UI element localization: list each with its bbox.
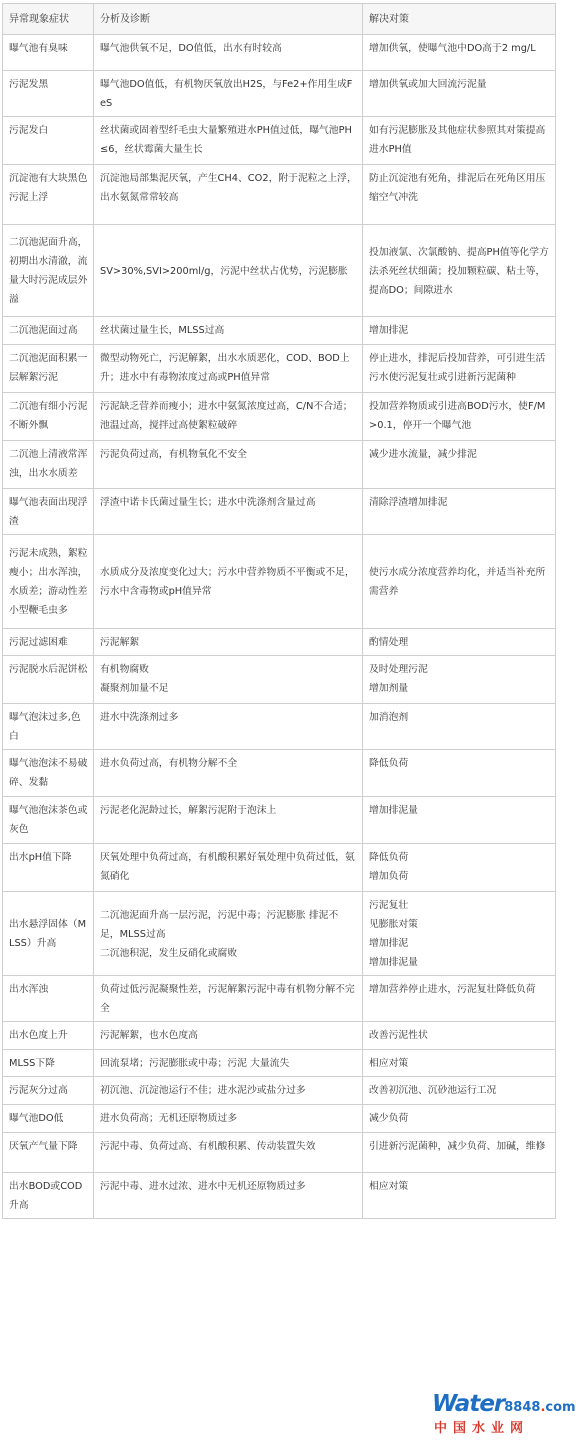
- table-row: [3, 1173, 556, 1219]
- diagnosis-table: [2, 3, 556, 1219]
- cell-diagnosis: 污泥缺乏营养而瘦小；进水中氨氮浓度过高，C/N不合适；池温过高，搅拌过高使絮粒破碎: [94, 393, 363, 441]
- cell-diagnosis: 进水中洗涤剂过多: [94, 704, 363, 750]
- cell-symptom: 污泥灰分过高: [3, 1077, 94, 1105]
- cell-solution: 防止沉淀池有死角，排泥后在死角区用压缩空气冲洗: [363, 165, 556, 225]
- cell-symptom: 二沉池泥面积累一层解絮污泥: [3, 345, 94, 393]
- logo-brand: Water: [432, 1391, 505, 1417]
- cell-solution: 使污水成分浓度营养均化，并适当补充所需营养: [363, 535, 556, 629]
- logo-chinese: 中国水业网: [434, 1421, 530, 1436]
- cell-diagnosis: 回流泵堵；污泥膨胀或中毒；污泥 大量流失: [94, 1050, 363, 1077]
- cell-solution: 改善初沉池、沉砂池运行工况: [363, 1077, 556, 1105]
- table-row: [3, 489, 556, 535]
- cell-symptom: 出水色度上升: [3, 1022, 94, 1050]
- cell-diagnosis: 丝状菌过量生长，MLSS过高: [94, 317, 363, 345]
- table-row: [3, 535, 556, 629]
- table-row: [3, 750, 556, 797]
- cell-solution: 引进新污泥菌种，减少负荷、加碱，维修: [363, 1133, 556, 1173]
- cell-solution: 投加营养物质或引进高BOD污水，使F/M>0.1，停开一个曝气池: [363, 393, 556, 441]
- logo-number: 8848: [504, 1400, 541, 1415]
- cell-diagnosis: 污泥中毒、进水过浓、进水中无机还原物质过多: [94, 1173, 363, 1219]
- cell-solution: 增加排泥量: [363, 797, 556, 844]
- cell-diagnosis: 污泥负荷过高，有机物氧化不安全: [94, 441, 363, 489]
- cell-solution: 减少进水流量，减少排泥: [363, 441, 556, 489]
- table-row: [3, 844, 556, 892]
- cell-symptom: 曝气池有臭味: [3, 35, 94, 71]
- table-row: [3, 629, 556, 656]
- table-header-row: [3, 4, 556, 35]
- cell-symptom: 二沉池有细小污泥不断外飘: [3, 393, 94, 441]
- cell-symptom: MLSS下降: [3, 1050, 94, 1077]
- cell-symptom: 污泥发白: [3, 117, 94, 165]
- cell-solution: 降低负荷 增加负荷: [363, 844, 556, 892]
- cell-symptom: 污泥发黑: [3, 71, 94, 117]
- cell-solution: 增加供氧或加大回流污泥量: [363, 71, 556, 117]
- cell-symptom: 二沉池泥面升高，初期出水清澈，流量大时污泥成层外溢: [3, 225, 94, 317]
- cell-diagnosis: SV>30%,SVI>200ml/g，污泥中丝状占优势，污泥膨胀: [94, 225, 363, 317]
- cell-solution: 相应对策: [363, 1050, 556, 1077]
- cell-solution: 改善污泥性状: [363, 1022, 556, 1050]
- cell-symptom: 曝气池泡沫不易破碎、发黏: [3, 750, 94, 797]
- logo-tld: com: [545, 1400, 576, 1415]
- cell-symptom: 出水BOD或COD升高: [3, 1173, 94, 1219]
- table-row: [3, 1133, 556, 1173]
- table-row: [3, 165, 556, 225]
- cell-symptom: 沉淀池有大块黑色污泥上浮: [3, 165, 94, 225]
- cell-solution: 酌情处理: [363, 629, 556, 656]
- table-row: [3, 1077, 556, 1105]
- header-symptom: 异常现象症状: [3, 4, 94, 35]
- cell-symptom: 出水浑浊: [3, 976, 94, 1022]
- cell-symptom: 厌氧产气量下降: [3, 1133, 94, 1173]
- cell-symptom: 曝气池DO低: [3, 1105, 94, 1133]
- cell-diagnosis: 污泥解絮，也水色度高: [94, 1022, 363, 1050]
- logo-wordmark: [432, 1391, 576, 1421]
- cell-diagnosis: 曝气池DO值低，有机物厌氧放出H2S，与Fe2+作用生成FeS: [94, 71, 363, 117]
- cell-diagnosis: 微型动物死亡，污泥解絮，出水水质恶化，COD、BOD上升；进水中有毒物浓度过高或PH值异常: [94, 345, 363, 393]
- cell-diagnosis: 污泥中毒、负荷过高、有机酸积累、传动装置失效: [94, 1133, 363, 1173]
- cell-symptom: 出水悬浮固体（MLSS）升高: [3, 892, 94, 976]
- cell-solution: 清除浮渣增加排泥: [363, 489, 556, 535]
- cell-symptom: 曝气池泡沫茶色或灰色: [3, 797, 94, 844]
- table-row: [3, 1105, 556, 1133]
- logo-dot: .: [540, 1400, 546, 1415]
- table-row: [3, 35, 556, 71]
- cell-symptom: 二沉池上清液常浑浊，出水水质差: [3, 441, 94, 489]
- table-row: [3, 892, 556, 976]
- table-row: [3, 345, 556, 393]
- cell-diagnosis: 厌氧处理中负荷过高，有机酸积累好氧处理中负荷过低，氨氮硝化: [94, 844, 363, 892]
- header-diagnosis: 分析及诊断: [94, 4, 363, 35]
- table-row: [3, 441, 556, 489]
- cell-diagnosis: 二沉池泥面升高一层污泥，污泥中毒；污泥膨胀 排泥不足，MLSS过高 二沉池积泥，发生反硝化或腐败: [94, 892, 363, 976]
- cell-diagnosis: 进水负荷过高，有机物分解不全: [94, 750, 363, 797]
- table-row: [3, 976, 556, 1022]
- cell-diagnosis: 污泥解絮: [94, 629, 363, 656]
- cell-solution: 投加液氯、次氯酸钠、提高PH值等化学方法杀死丝状细菌；投加颗粒碳、粘土等，提高DO；间隙进水: [363, 225, 556, 317]
- cell-symptom: 污泥未成熟，絮粒瘦小；出水浑浊，水质差；游动性差小型鞭毛虫多: [3, 535, 94, 629]
- table-row: [3, 1050, 556, 1077]
- cell-diagnosis: 有机物腐败 凝聚剂加量不足: [94, 656, 363, 704]
- cell-diagnosis: 污泥老化泥龄过长，解絮污泥附于泡沫上: [94, 797, 363, 844]
- cell-solution: 相应对策: [363, 1173, 556, 1219]
- table-row: [3, 656, 556, 704]
- table-row: [3, 225, 556, 317]
- cell-symptom: 出水pH值下降: [3, 844, 94, 892]
- cell-solution: 污泥复壮 见膨胀对策 增加排泥 增加排泥量: [363, 892, 556, 976]
- water8848-logo: [432, 1391, 576, 1436]
- table-row: [3, 797, 556, 844]
- cell-solution: 如有污泥膨胀及其他症状参照其对策提高进水PH值: [363, 117, 556, 165]
- cell-diagnosis: 负荷过低污泥凝聚性差，污泥解絮污泥中毒有机物分解不完全: [94, 976, 363, 1022]
- cell-solution: 减少负荷: [363, 1105, 556, 1133]
- cell-symptom: 污泥过滤困难: [3, 629, 94, 656]
- cell-diagnosis: 浮渣中诺卡氏菌过量生长；进水中洗涤剂含量过高: [94, 489, 363, 535]
- cell-solution: 增加排泥: [363, 317, 556, 345]
- table-row: [3, 393, 556, 441]
- cell-symptom: 曝气泡沫过多,色白: [3, 704, 94, 750]
- table-row: [3, 317, 556, 345]
- cell-diagnosis: 水质成分及浓度变化过大；污水中营养物质不平衡或不足，污水中含毒物或pH值异常: [94, 535, 363, 629]
- cell-diagnosis: 初沉池、沉淀池运行不佳；进水泥沙或盐分过多: [94, 1077, 363, 1105]
- cell-symptom: 污泥脱水后泥饼松: [3, 656, 94, 704]
- cell-diagnosis: 曝气池供氧不足，DO值低，出水有时较高: [94, 35, 363, 71]
- cell-solution: 增加供氧，使曝气池中DO高于2 mg/L: [363, 35, 556, 71]
- cell-diagnosis: 进水负荷高；无机还原物质过多: [94, 1105, 363, 1133]
- cell-solution: 加消泡剂: [363, 704, 556, 750]
- table-row: [3, 704, 556, 750]
- table-row: [3, 1022, 556, 1050]
- cell-symptom: 二沉池泥面过高: [3, 317, 94, 345]
- cell-diagnosis: 丝状菌或固着型纤毛虫大量繁殖进水PH值过低，曝气池PH≤6，丝状霉菌大量生长: [94, 117, 363, 165]
- cell-solution: 停止进水，排泥后投加营养，可引进生活污水使污泥复壮或引进新污泥菌种: [363, 345, 556, 393]
- table-row: [3, 71, 556, 117]
- table-row: [3, 117, 556, 165]
- header-solution: 解决对策: [363, 4, 556, 35]
- cell-solution: 增加营养停止进水，污泥复壮降低负荷: [363, 976, 556, 1022]
- table-body: [3, 4, 556, 1219]
- cell-diagnosis: 沉淀池局部集泥厌氧，产生CH4、CO2，附于泥粒之上浮，出水氨氮常常较高: [94, 165, 363, 225]
- cell-solution: 及时处理污泥 增加剂量: [363, 656, 556, 704]
- cell-solution: 降低负荷: [363, 750, 556, 797]
- cell-symptom: 曝气池表面出现浮渣: [3, 489, 94, 535]
